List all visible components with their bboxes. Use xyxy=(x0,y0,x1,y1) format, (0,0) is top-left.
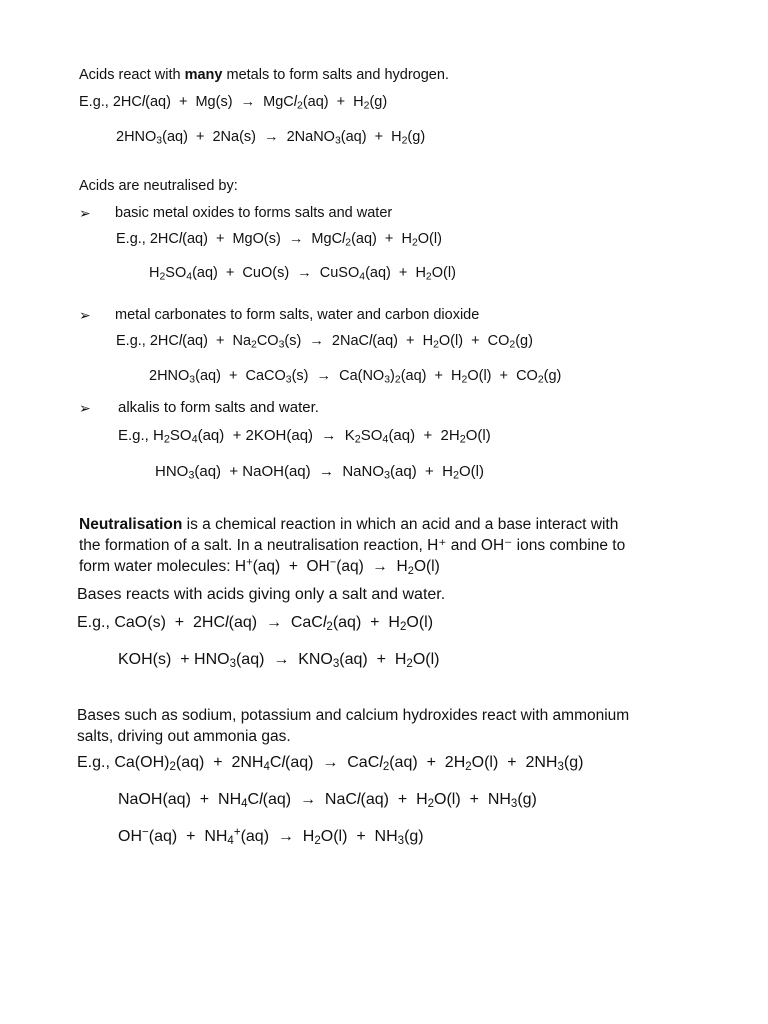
neutralisation-term: Neutralisation xyxy=(79,516,183,533)
equation-1: E.g., 2HCl(aq) + Mg(s) → MgCl$_2$(aq) + $H_2(g)$ xyxy=(79,94,388,112)
equation-3: E.g., 2HCl(aq) + MgO(s) → MgCl$_2$(aq) + $H_2O(l)$ xyxy=(116,231,442,249)
eg-label: E.g., xyxy=(116,231,146,247)
eg-label: E.g., xyxy=(79,94,109,110)
ammonium-line-2: salts, driving out ammonia gas. xyxy=(77,728,291,745)
neutralisation-definition: Neutralisation is a chemical reaction in which an acid and a base interact with the formation of a salt. In a neutralisation reaction, H⁺ and OH⁻ ions combine to form water molecules: $H^+(aq) + OH^-(aq) \to H_2O(l)$ xyxy=(79,514,679,577)
ammonium-paragraph xyxy=(77,705,677,747)
intro-text xyxy=(79,67,449,83)
definition-line-1: is a chemical reaction in which an acid and a base interact with xyxy=(182,516,619,533)
bullet-alkalis: alkalis to form salts and water. xyxy=(118,399,319,416)
bases-react-text: Bases reacts with acids giving only a salt and water. xyxy=(77,586,446,603)
eg-label: E.g., xyxy=(118,427,149,444)
equation-7: E.g., $H_2SO_4(aq) + 2KOH(aq) \to K_2SO_4(aq) + 2H_2O(l)$ xyxy=(118,427,491,446)
ammonium-line-1: Bases such as sodium, potassium and calcium hydroxides react with ammonium xyxy=(77,707,630,724)
eg-label: E.g., xyxy=(116,333,146,349)
bullet-icon: ➢ xyxy=(79,205,91,221)
bullet-icon: ➢ xyxy=(79,400,91,416)
equation-5: E.g., $2HCl(aq) + Na_2CO_3(s)$ → 2NaCl(aq) + $H_2O(l) + CO_2(g)$ xyxy=(116,333,533,351)
equation-13: $OH^-(aq) + NH_4^+(aq) \to H_2O(l) + NH_3(g)$ xyxy=(118,826,424,847)
equation-8: $HNO_3(aq)$ + NaOH(aq) → NaNO$_3$(aq) + $H_2O(l)$ xyxy=(155,463,484,482)
bullet-carbonates: metal carbonates to form salts, water and carbon dioxide xyxy=(115,307,480,323)
equation-6: $2HNO_3(aq)$ + CaCO$_3$(s) → $Ca(NO_3)_2(aq) + H_2O(l) + CO_2(g)$ xyxy=(149,368,562,386)
neutralised-title: Acids are neutralised by: xyxy=(79,178,238,194)
equation-4: $H_2SO_4(aq) + CuO(s)$ → CuSO$_4$(aq) + $H_2O(l)$ xyxy=(149,265,456,283)
equation-11: E.g., $Ca(OH)_2(aq) + 2NH_4Cl(aq)$ → CaCl$_2$(aq) + $2H_2O(l) + 2NH_3(g)$ xyxy=(77,754,584,773)
definition-line-3: form water molecules: xyxy=(79,558,235,575)
definition-line-2: the formation of a salt. In a neutralisation reaction, H⁺ and OH⁻ ions combine to xyxy=(79,537,626,554)
equation-10: $KOH(s) + HNO_3(aq) \to KNO_3(aq) + H_2O(l)$ xyxy=(118,651,440,670)
intro-post: metals to form salts and hydrogen. xyxy=(222,67,449,83)
eg-label: E.g., xyxy=(77,754,110,771)
equation-12: NaOH(aq) + $NH_4Cl(aq)$ → NaCl(aq) + $H_2O(l) + NH_3(g)$ xyxy=(118,791,537,810)
equation-9: E.g., CaO(s) + 2HCl(aq) → CaCl$_2$(aq) + $H_2O(l)$ xyxy=(77,614,434,633)
equation-2: $2HNO_3(aq) + 2Na(s)$ → 2NaNO$_3$(aq) + $H_2(g)$ xyxy=(116,129,426,147)
bullet-basic-oxides: basic metal oxides to forms salts and water xyxy=(115,205,393,221)
intro-bold: many xyxy=(184,67,223,83)
bullet-icon: ➢ xyxy=(79,307,91,323)
intro-pre: Acids react with xyxy=(79,67,185,83)
eg-label: E.g., xyxy=(77,614,110,631)
